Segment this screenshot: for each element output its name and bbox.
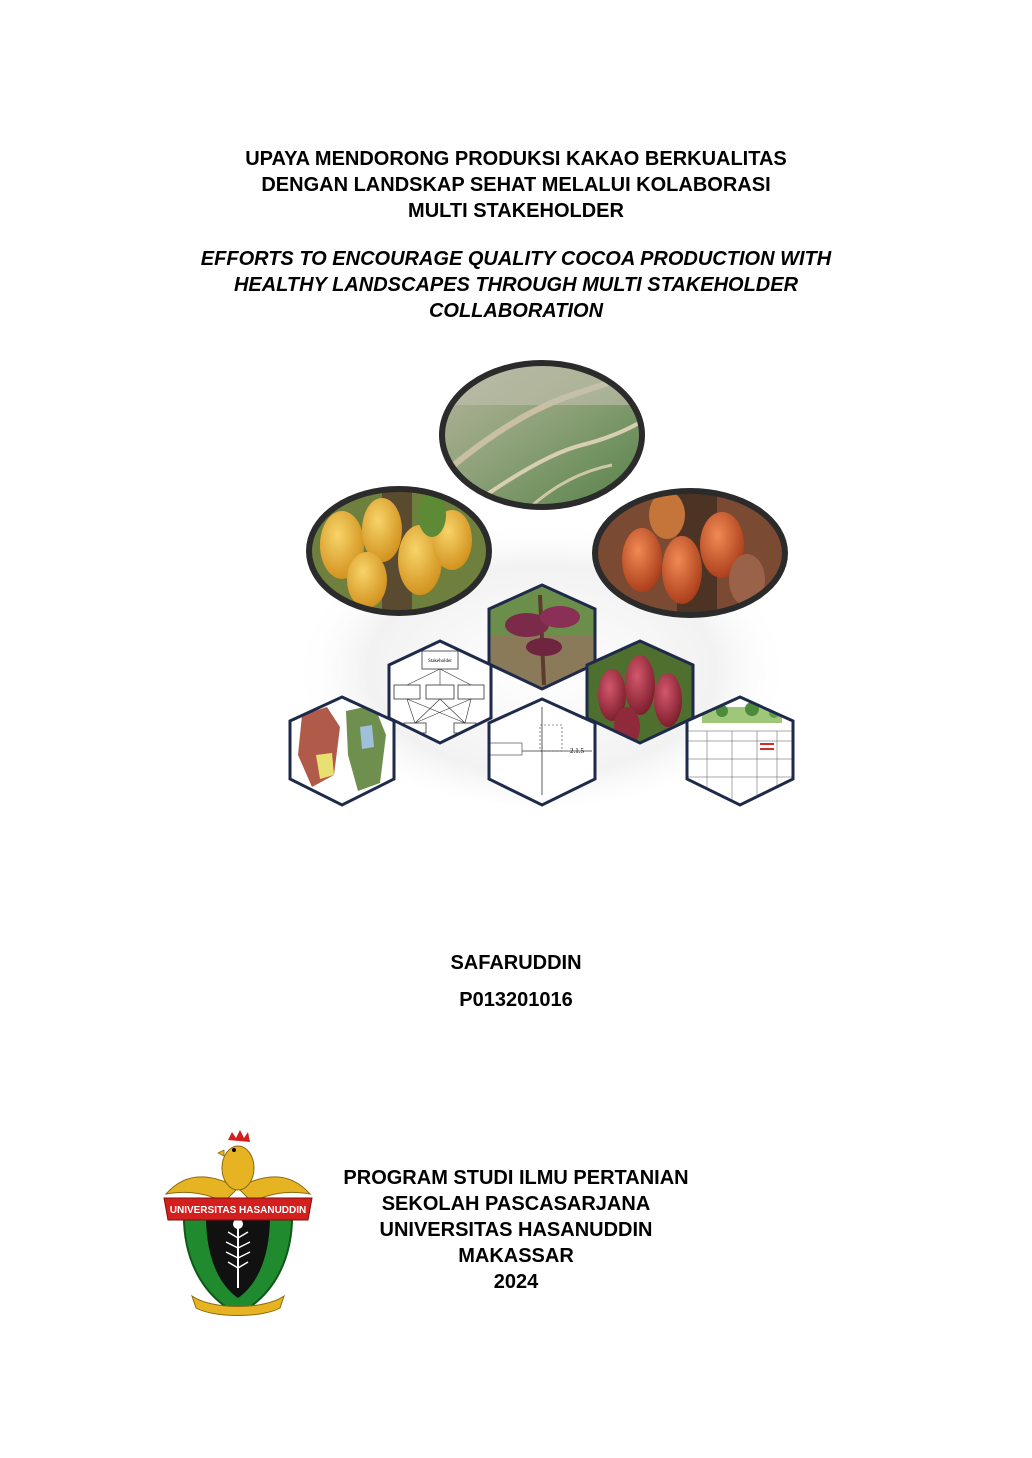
institution-block [316,1165,716,1295]
cover-collage [282,355,802,815]
diagram-label-stakeholder: Stakeholder [428,659,452,664]
title-id-line-2: DENGAN LANDSKAP SEHAT MELALUI KOLABORASI [261,174,771,196]
title-english [0,246,1032,324]
city: MAKASSAR [458,1245,574,1267]
title-en-line-2: HEALTHY LANDSCAPES THROUGH MULTI STAKEHOLDER [233,274,799,296]
author-name: SAFARUDDIN [450,952,582,974]
university-name: UNIVERSITAS HASANUDDIN [379,1219,653,1241]
logo-banner-text: UNIVERSITAS HASANUDDIN [169,1205,307,1216]
quadrant-value: 2.1.5 [570,747,584,755]
title-id-line-1: UPAYA MENDORONG PRODUKSI KAKAO BERKUALITAS [245,148,787,170]
landscape-photo [432,355,662,515]
title-id-line-3: MULTI STAKEHOLDER [408,200,624,222]
title-en-line-1: EFFORTS TO ENCOURAGE QUALITY COCOA PRODUCTION WITH [200,248,832,270]
school-name: SEKOLAH PASCASARJANA [381,1193,651,1215]
university-logo [162,1128,314,1320]
program-name: PROGRAM STUDI ILMU PERTANIAN [343,1167,689,1189]
year: 2024 [493,1271,539,1293]
title-indonesian [0,146,1032,224]
title-en-line-3: COLLABORATION [428,300,604,322]
student-id: P013201016 [459,989,573,1011]
